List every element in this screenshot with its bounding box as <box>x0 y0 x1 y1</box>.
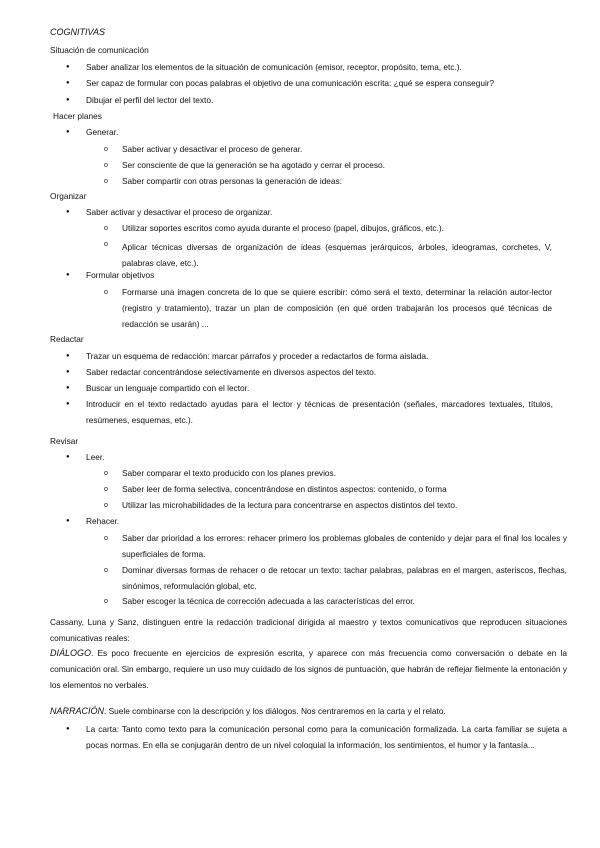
circle-bullet-icon: o <box>104 598 108 605</box>
redactar-title: Redactar <box>50 334 84 344</box>
circle-bullet-icon: o <box>104 146 108 153</box>
dialogo-label: DIÁLOGO <box>50 648 92 658</box>
circle-bullet-icon: o <box>104 502 108 509</box>
sub-list-item: Saber leer de forma selectiva, concentrándose en distintos aspectos: contenido, o forma <box>122 484 447 494</box>
bullet-icon: ● <box>66 129 70 135</box>
bullet-icon: ● <box>66 385 70 391</box>
list-item: Ser capaz de formular con pocas palabras el objetivo de una comunicación escrita: ¿qué se espera conseguir? <box>86 78 495 88</box>
sub-list-item: Ser consciente de que la generación se ha agotado y cerrar el proceso. <box>122 160 385 170</box>
list-item: Formular objetivos <box>86 270 155 280</box>
circle-bullet-icon: o <box>104 535 108 542</box>
hacer-planes-title: Hacer planes <box>53 111 102 121</box>
sub-list-item: Saber compartir con otras personas la generación de ideas: <box>122 176 342 186</box>
list-item: Introducir en el texto redactado ayudas para el lector y técnicas de presentación (señales, marcadores textuales, títulos, resúmenes, esquemas, etc.). <box>86 399 553 425</box>
sub-list-item: Saber activar y desactivar el proceso de generar. <box>122 144 303 154</box>
bullet-icon: ● <box>66 454 70 460</box>
sub-list-item: Dominar diversas formas de rehacer o de retocar un texto: tachar palabras, palabras en el margen, asteriscos, flechas, sinónimos, reformulación global, etc. <box>122 565 567 591</box>
narracion-paragraph <box>50 706 446 717</box>
bullet-icon: ● <box>66 353 70 359</box>
circle-bullet-icon: o <box>104 178 108 185</box>
organizar-title: Organizar <box>50 191 87 201</box>
circle-bullet-icon: o <box>104 241 108 248</box>
revisar-title: Revisar <box>50 436 79 446</box>
bullet-icon: ● <box>66 64 70 70</box>
bullet-icon: ● <box>66 518 70 524</box>
circle-bullet-icon: o <box>104 486 108 493</box>
sub-list-item: Saber escoger la técnica de corrección adecuada a las características del error. <box>122 596 415 606</box>
dialogo-text: . Es poco frecuente en ejercicios de expresión escrita, y aparece con más frecuencia como conversación o debate en la comunicación oral. Sin embargo, requiere un uso muy cuidado de los signos de puntuación, que habrán de reflejar fielmente la entonación y los elementos no verbales. <box>50 648 567 690</box>
bullet-icon: ● <box>66 369 70 375</box>
dialogo-paragraph <box>50 645 567 693</box>
circle-bullet-icon: o <box>104 567 108 574</box>
sub-list-item: Utilizar las microhabilidades de la lectura para concentrarse en aspectos distintos del texto. <box>122 500 458 510</box>
narracion-label: NARRACIÓN <box>50 706 105 716</box>
list-item: Buscar un lenguaje compartido con el lector. <box>86 383 250 393</box>
sub-list-item: Utilizar soportes escritos como ayuda durante el proceso (papel, dibujos, gráficos, etc.). <box>122 223 444 233</box>
list-item: Generar. <box>86 127 119 137</box>
sub-list-item: Saber dar prioridad a los errores: rehacer primero los problemas globales de contenido y dejar para el final los locales y superficiales de forma. <box>122 533 567 559</box>
bullet-icon: ● <box>66 272 70 278</box>
list-item: Saber analizar los elementos de la situación de comunicación (emisor, receptor, propósito, tema, etc.). <box>86 62 462 72</box>
list-item: Saber redactar concentrándose selectivamente en diversos aspectos del texto. <box>86 367 377 377</box>
situacion-title: Situación de comunicación <box>50 45 149 55</box>
bullet-icon: ● <box>66 80 70 86</box>
circle-bullet-icon: o <box>104 225 108 232</box>
list-item: Saber activar y desactivar el proceso de organizar. <box>86 207 273 217</box>
sub-list-item: Formarse una imagen concreta de lo que se quiere escribir: cómo será el texto, determinar la relación autor-lector (registro y tratamiento), trazar un plan de composición (en qué orden trabajarán los procesos qué técnicas de redacción se usarán) ... <box>122 287 552 329</box>
narracion-text: . Suele combinarse con la descripción y los diálogos. Nos centraremos en la carta y el relato. <box>104 706 446 716</box>
circle-bullet-icon: o <box>104 162 108 169</box>
bullet-icon: ● <box>66 401 70 407</box>
section-heading: COGNITIVAS <box>50 27 106 37</box>
sub-list-item: Saber comparar el texto producido con los planes previos. <box>122 468 336 478</box>
cassany-paragraph: Cassany, Luna y Sanz, distinguen entre la redacción tradicional dirigida al maestro y textos comunicativos que reproducen situaciones comunicativas reales: <box>50 617 567 643</box>
circle-bullet-icon: o <box>104 289 108 296</box>
bullet-icon: ● <box>66 209 70 215</box>
circle-bullet-icon: o <box>104 470 108 477</box>
list-item: Rehacer. <box>86 516 120 526</box>
list-item: Trazar un esquema de redacción: marcar párrafos y proceder a redactarlos de forma aislada. <box>86 351 429 361</box>
list-item: Leer. <box>86 452 105 462</box>
sub-list-item: Aplicar técnicas diversas de organización de ideas (esquemas jerárquicos, árboles, ideogramas, corchetes, V, palabras clave, etc.). <box>122 242 552 268</box>
list-item: La carta: Tanto como texto para la comunicación personal como para la comunicación formalizada. La carta familiar se sujeta a pocas normas. En ella se conjugarán dentro de un nivel coloquial la información, los sentimientos, el humor y la fantasía... <box>86 724 567 750</box>
bullet-icon: ● <box>66 726 70 732</box>
list-item: Dibujar el perfil del lector del texto. <box>86 95 214 105</box>
bullet-icon: ● <box>66 97 70 103</box>
